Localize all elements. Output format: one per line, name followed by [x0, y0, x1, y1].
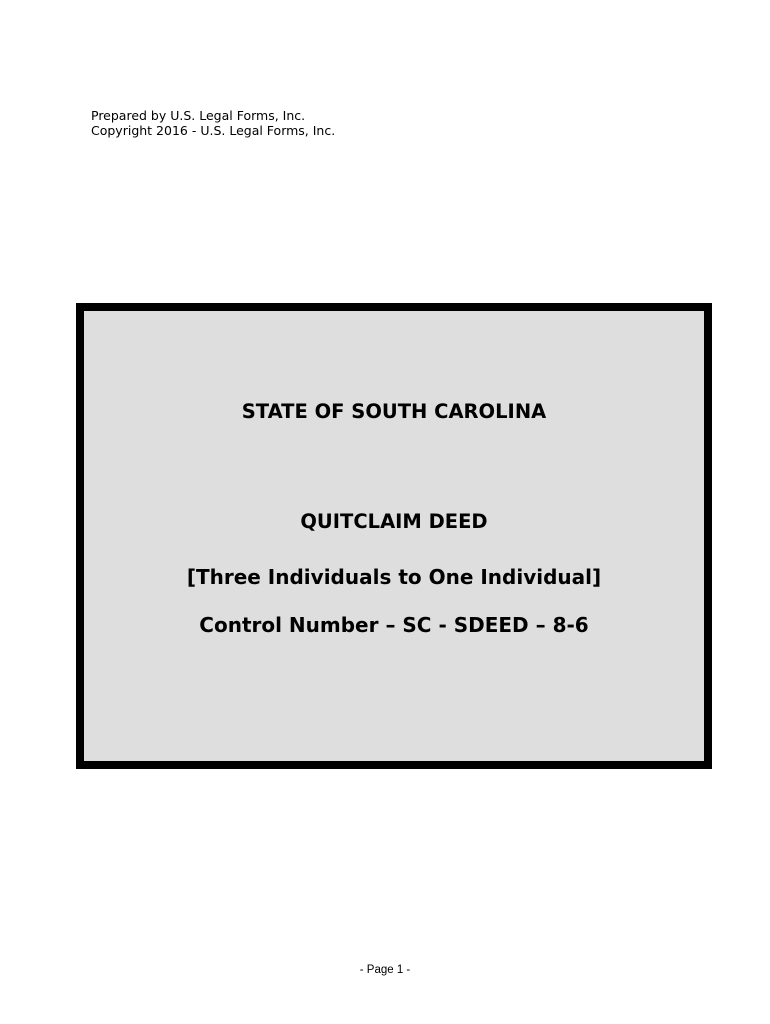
- document-type-heading: QUITCLAIM DEED: [300, 510, 488, 533]
- state-heading: STATE OF SOUTH CAROLINA: [241, 400, 547, 423]
- preparer-block: [91, 108, 335, 138]
- title-box: [76, 303, 712, 769]
- page-number: - Page 1 -: [359, 964, 411, 976]
- copyright-text: Copyright 2016 - U.S. Legal Forms, Inc.: [91, 123, 336, 138]
- document-subtitle: [Three Individuals to One Individual]: [186, 565, 602, 589]
- control-number: Control Number – SC - SDEED – 8-6: [199, 613, 589, 637]
- prepared-by-text: Prepared by U.S. Legal Forms, Inc.: [91, 108, 306, 123]
